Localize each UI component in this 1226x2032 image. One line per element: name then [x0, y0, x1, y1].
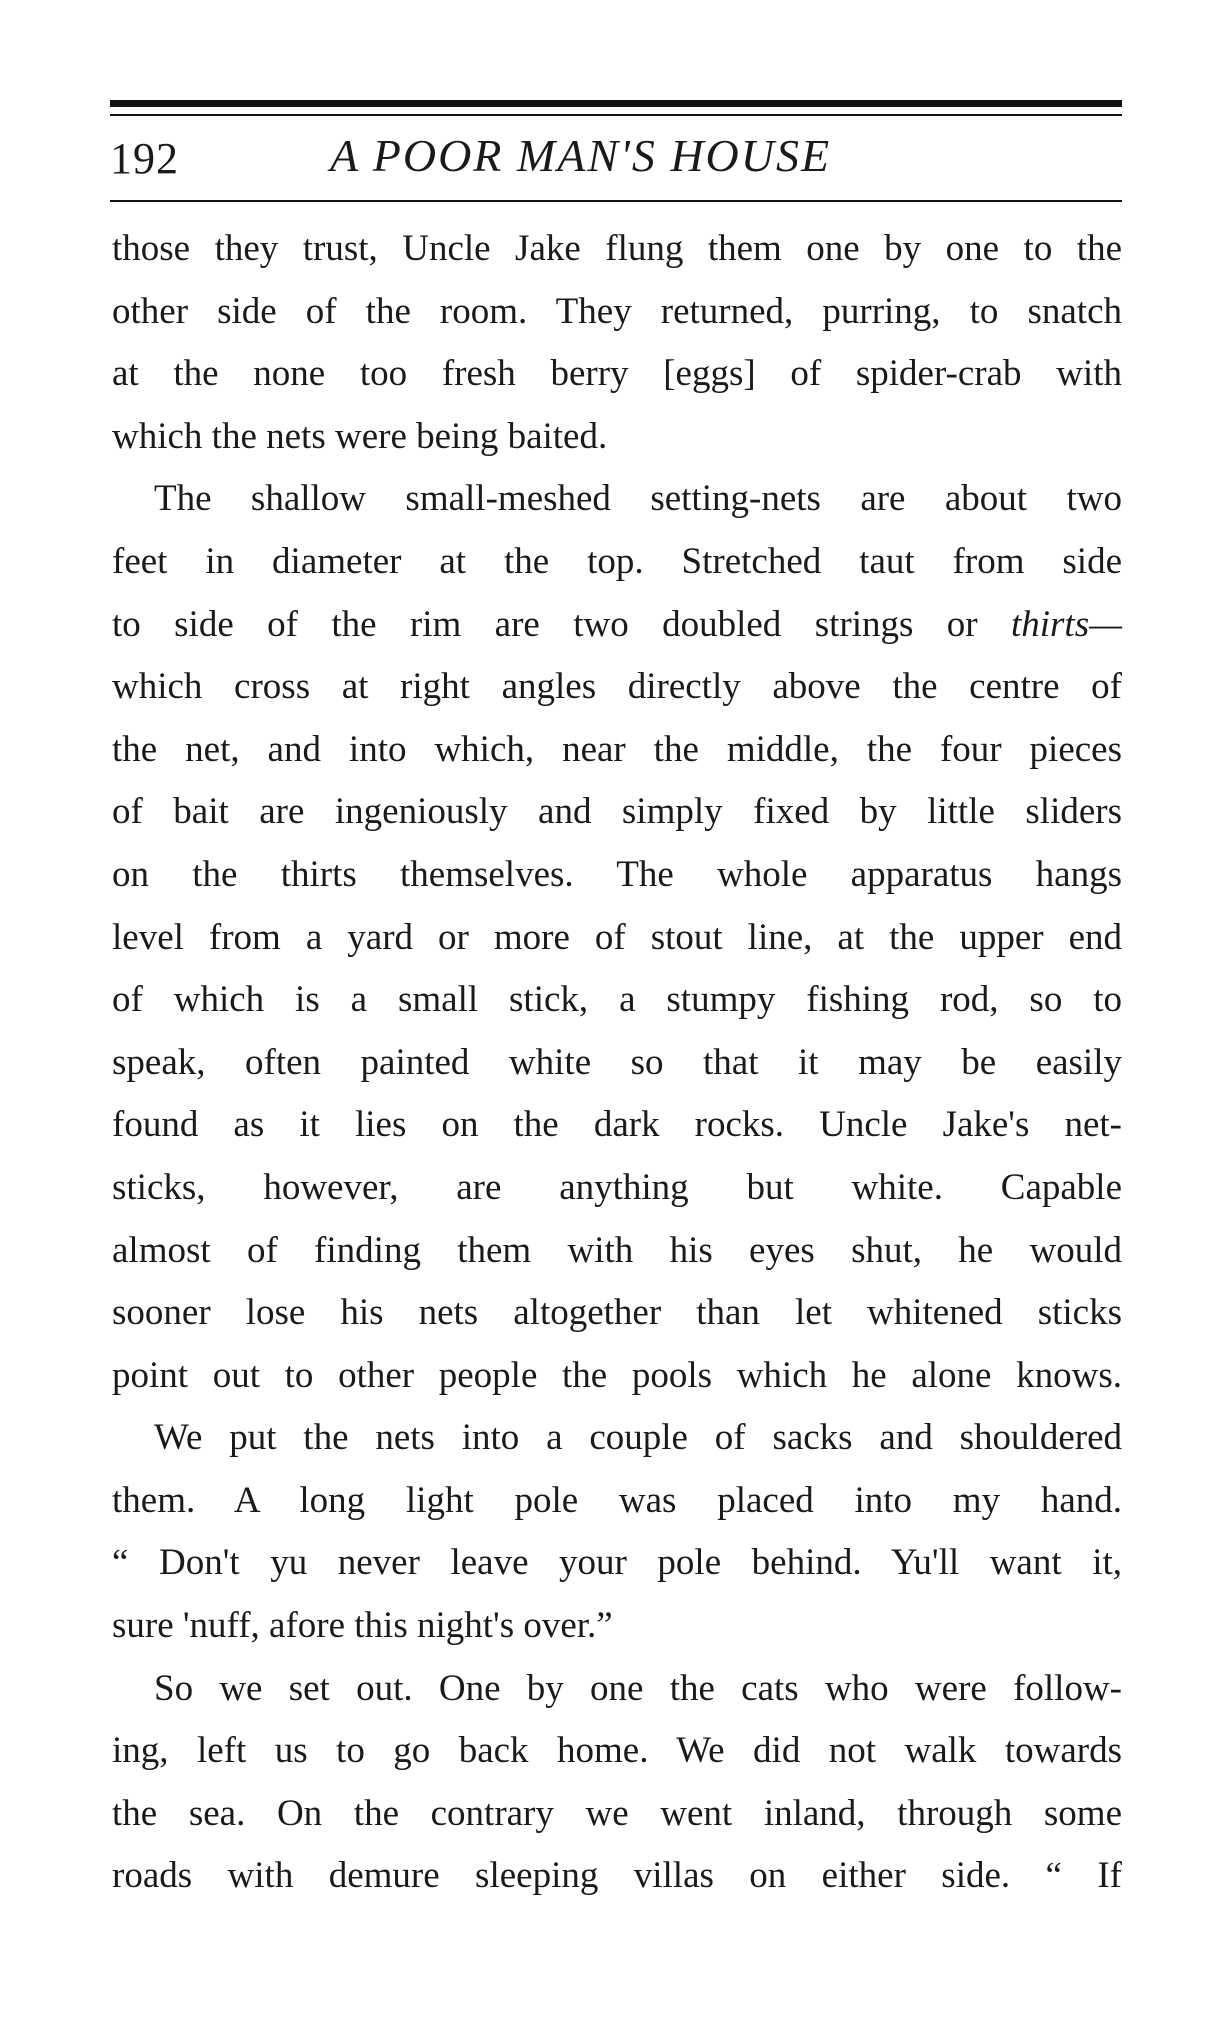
text-line: point out to other people the pools which he alone knows.	[112, 1354, 1122, 1396]
page-number: 192	[110, 134, 179, 183]
text-line: the net, and into which, near the middle, the four pieces	[112, 728, 1122, 770]
text-line: which the nets were being baited.	[112, 415, 608, 457]
text-line-part: to side of the rim are two doubled strings or	[112, 603, 978, 645]
text-line: at the none too fresh berry [eggs] of spider-crab with	[112, 353, 1122, 395]
text-line: speak, often painted white so that it may be easily	[112, 1041, 1122, 1083]
text-line: So we set out. One by one the cats who were follow-	[154, 1667, 1122, 1709]
paragraph-1	[112, 218, 1122, 468]
text-line	[112, 594, 1122, 657]
text-line: The shallow small-meshed setting-nets are about two	[154, 478, 1122, 520]
text-line: found as it lies on the dark rocks. Uncle Jake's net-	[112, 1104, 1122, 1146]
text-line: ing, left us to go back home. We did not walk towards	[112, 1730, 1122, 1772]
header-rule-bottom	[110, 200, 1122, 202]
text-line: those they trust, Uncle Jake flung them one by one to the	[112, 228, 1122, 269]
text-line: them. A long light pole was placed into my hand.	[112, 1479, 1122, 1521]
text-line: roads with demure sleeping villas on either side. “ If	[112, 1855, 1122, 1897]
paragraph-2	[112, 468, 1122, 1407]
paragraph-4	[112, 1658, 1122, 1908]
text-line: “ Don't yu never leave your pole behind. Yu'll want it,	[112, 1542, 1122, 1584]
italic-term: thirts—	[1010, 603, 1123, 645]
text-line: which cross at right angles directly above the centre of	[112, 666, 1122, 708]
text-line: of bait are ingeniously and simply fixed by little sliders	[112, 791, 1122, 833]
text-line: other side of the room. They returned, purring, to snatch	[112, 290, 1122, 332]
running-title: A POOR MAN'S HOUSE	[330, 130, 832, 181]
paragraph-3	[112, 1407, 1122, 1657]
header-rule-thin	[110, 114, 1122, 116]
text-line: the sea. On the contrary we went inland, through some	[112, 1792, 1122, 1834]
header-rule-thick	[110, 100, 1122, 107]
text-line: level from a yard or more of stout line, at the upper end	[112, 916, 1122, 958]
text-line: We put the nets into a couple of sacks and shouldered	[154, 1417, 1122, 1459]
text-line: sticks, however, are anything but white. Capable	[112, 1166, 1122, 1208]
page-header	[110, 125, 1122, 195]
body-text	[112, 218, 1122, 1908]
text-line: on the thirts themselves. The whole apparatus hangs	[112, 853, 1122, 895]
text-line: feet in diameter at the top. Stretched taut from side	[112, 540, 1122, 582]
text-line: sooner lose his nets altogether than let whitened sticks	[112, 1292, 1122, 1334]
text-line: of which is a small stick, a stumpy fishing rod, so to	[112, 979, 1122, 1021]
text-line: sure 'nuff, afore this night's over.”	[112, 1605, 613, 1647]
text-line: almost of finding them with his eyes shut, he would	[112, 1229, 1122, 1271]
